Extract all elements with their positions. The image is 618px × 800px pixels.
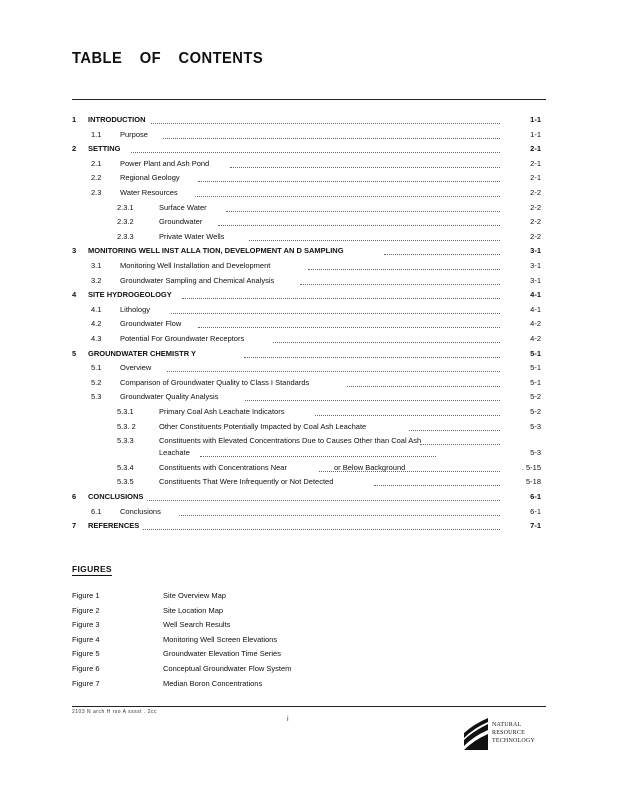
toc-number: 2.1: [91, 158, 102, 168]
toc-entry: [0, 490, 618, 504]
toc-leader: [167, 371, 500, 372]
toc-title: Other Constituents Potentially Impacted by Coal Ash Leachate: [159, 421, 367, 431]
toc-number: 3.1: [91, 261, 102, 270]
toc-page: 4-1: [530, 304, 541, 314]
footer-text: 2103 N arch H rso A sssst . 2cc: [72, 709, 157, 715]
figure-entry: [0, 647, 618, 661]
toc-title: Potential For Groundwater Receptors: [120, 334, 245, 343]
logo-line-1: NATURAL: [492, 722, 522, 728]
toc-title: Lithology: [120, 304, 151, 314]
toc-page: 4-1: [530, 290, 541, 300]
toc-title: SITE HYDROGEOLOGY: [88, 290, 172, 300]
toc-page: . 5-15: [521, 462, 541, 472]
toc-entry: [0, 505, 618, 519]
toc-page: 2-2: [530, 202, 541, 212]
toc-entry: [0, 244, 618, 258]
toc-entry: [0, 128, 618, 142]
toc-page: 5-18: [525, 477, 541, 487]
figure-label: Figure 6: [72, 664, 100, 673]
toc-entry-continued: [0, 446, 618, 460]
toc-entry: [0, 420, 618, 434]
toc-number: 7: [72, 521, 77, 531]
figures-heading: FIGURES: [72, 564, 112, 574]
toc-page: 5-1: [530, 348, 541, 358]
toc-number: 5.2: [91, 377, 102, 387]
toc-leader: [218, 225, 500, 226]
toc-title: Overview: [120, 363, 152, 373]
toc-leader: [374, 485, 500, 486]
figure-label: Figure 7: [72, 678, 100, 688]
toc-entry: [0, 303, 618, 317]
toc-number: 5.3.5: [117, 477, 134, 487]
logo-line-3: TECHNOLOGY: [492, 738, 535, 744]
figure-title: Median Boron Concentrations: [163, 678, 263, 688]
figure-title: Monitoring Well Screen Elevations: [163, 634, 278, 644]
toc-leader: [347, 386, 500, 387]
toc-page: 1-1: [530, 115, 541, 124]
toc-entry: [0, 332, 618, 346]
toc-number: 5.1: [91, 363, 102, 373]
toc-number: 3: [72, 246, 77, 256]
toc-title: Private Water Wells: [159, 231, 225, 241]
figure-entry: [0, 589, 618, 603]
toc-title-extra: or Below Background: [334, 462, 406, 472]
toc-page: 6-1: [530, 492, 541, 501]
toc-number: 2.3.1: [117, 202, 134, 212]
toc-page: 5-2: [530, 407, 541, 416]
toc-number: 4.1: [91, 304, 102, 314]
toc-leader: [245, 400, 500, 401]
toc-number: 2.2: [91, 173, 102, 183]
toc-number: 4.2: [91, 319, 102, 329]
toc-title-line2: Leachate: [159, 448, 190, 458]
toc-entry: [0, 113, 618, 127]
toc-leader: [315, 415, 500, 416]
toc-number: 5.3.1: [117, 407, 134, 416]
toc-leader: [409, 430, 500, 431]
toc-number: 5.3.3: [117, 436, 134, 446]
toc-page: 2-2: [530, 231, 541, 241]
toc-entry: [0, 405, 618, 419]
toc-title: Constituents with Concentrations Near: [159, 462, 287, 472]
toc-leader: [273, 342, 501, 343]
toc-page: 4-2: [530, 334, 541, 343]
toc-number: 4: [72, 290, 77, 300]
toc-title: Primary Coal Ash Leachate Indicators: [159, 407, 285, 416]
toc-title: INTRODUCTION: [88, 115, 146, 124]
toc-page: 2-1: [530, 144, 541, 154]
toc-number: 5: [72, 348, 77, 358]
toc-entry: [0, 347, 618, 361]
toc-leader: [131, 152, 500, 153]
figure-title: Site Location Map: [163, 605, 224, 615]
toc-entry: [0, 171, 618, 185]
toc-title: Constituents with Elevated Concentrations Due to Causes Other than Coal Ash: [159, 436, 422, 446]
toc-entry: [0, 157, 618, 171]
toc-entry: [0, 215, 618, 229]
figure-entry: [0, 633, 618, 647]
toc-page: 2-2: [530, 188, 541, 197]
figure-entry: [0, 662, 618, 676]
toc-page: 3-1: [530, 261, 541, 270]
logo-text: [492, 721, 535, 745]
figure-title: Well Search Results: [163, 620, 231, 630]
toc-leader: [420, 444, 500, 445]
toc-leader: [300, 284, 500, 285]
figure-entry: [0, 677, 618, 691]
toc-leader: [195, 196, 501, 197]
toc-title: Power Plant and Ash Pond: [120, 158, 210, 168]
toc-title: Constituents That Were Infrequently or Not Detected: [159, 477, 334, 487]
toc-title: Water Resources: [120, 188, 178, 197]
toc-number: 5.3: [91, 392, 102, 402]
toc-entry: [0, 390, 618, 404]
toc-title: Surface Water: [159, 202, 207, 212]
toc-number: 4.3: [91, 334, 102, 343]
toc-number: 5.3. 2: [117, 421, 136, 431]
toc-page: 5-1: [530, 363, 541, 373]
figure-title: Groundwater Elevation Time Series: [163, 649, 281, 659]
toc-title: SETTING: [88, 144, 121, 154]
toc-page: 3-1: [530, 246, 541, 256]
toc-page: 3-1: [530, 275, 541, 285]
figure-label: Figure 4: [72, 634, 100, 644]
toc-entry: [0, 461, 618, 475]
figure-title: Conceptual Groundwater Flow System: [163, 664, 292, 673]
top-divider: [72, 99, 546, 100]
toc-page: 5-2: [530, 392, 541, 402]
toc-title: Groundwater Quality Analysis: [120, 392, 219, 402]
toc-entry: [0, 201, 618, 215]
toc-number: 1: [72, 115, 77, 124]
toc-leader: [308, 269, 500, 270]
toc-entry: [0, 361, 618, 375]
toc-page: 5-3: [530, 421, 541, 431]
toc-title: Monitoring Well Installation and Development: [120, 261, 271, 270]
toc-title: Comparison of Groundwater Quality to Class I Standards: [120, 377, 310, 387]
toc-page: 2-1: [530, 158, 541, 168]
toc-page: 7-1: [530, 521, 541, 531]
toc-leader: [171, 313, 500, 314]
figure-label: Figure 1: [72, 591, 100, 600]
toc-title: GROUNDWATER CHEMISTR Y: [88, 348, 197, 358]
toc-leader: [200, 456, 436, 457]
toc-entry: [0, 230, 618, 244]
toc-leader: [249, 240, 500, 241]
toc-number: 1.1: [91, 129, 102, 139]
toc-leader: [198, 327, 500, 328]
toc-entry: [0, 519, 618, 533]
toc-page: 5-1: [530, 377, 541, 387]
toc-page: 4-2: [530, 319, 541, 329]
toc-leader: [151, 123, 500, 124]
toc-title: Purpose: [120, 129, 148, 139]
bottom-divider: [72, 706, 546, 707]
figure-entry: [0, 604, 618, 618]
figure-entry: [0, 618, 618, 632]
toc-number: 6.1: [91, 506, 102, 516]
toc-page: 6-1: [530, 506, 541, 516]
page-number: i: [287, 716, 289, 723]
toc-leader: [384, 254, 500, 255]
toc-title: MONITORING WELL INST ALLA TION, DEVELOPMENT AN D SAMPLING: [88, 246, 344, 256]
toc-page: 1-1: [530, 129, 541, 139]
toc-entry: [0, 475, 618, 489]
toc-entry: [0, 142, 618, 156]
toc-leader: [244, 357, 500, 358]
page-title: TABLE OF CONTENTS: [72, 50, 264, 67]
toc-leader: [182, 298, 500, 299]
figure-label: Figure 2: [72, 605, 100, 615]
toc-title: Groundwater Sampling and Chemical Analysis: [120, 275, 275, 285]
toc-title: Conclusions: [120, 506, 161, 516]
toc-leader: [319, 471, 500, 472]
logo-line-2: RESOURCE: [492, 730, 525, 736]
toc-page: 5-3: [530, 448, 541, 458]
toc-page: 2-1: [530, 173, 541, 183]
toc-title: REFERENCES: [88, 521, 140, 531]
toc-entry: [0, 186, 618, 200]
toc-number: 2.3.2: [117, 217, 134, 227]
toc-page: 2-2: [530, 217, 541, 227]
toc-number: 2.3: [91, 188, 102, 197]
toc-leader: [230, 167, 500, 168]
toc-leader: [147, 500, 500, 501]
toc-title: CONCLUSIONS: [88, 492, 144, 501]
toc-title: Groundwater: [159, 217, 203, 227]
toc-title: Regional Geology: [120, 173, 180, 183]
toc-number: 2.3.3: [117, 231, 134, 241]
toc-leader: [226, 211, 500, 212]
toc-entry: [0, 376, 618, 390]
toc-number: 3.2: [91, 275, 102, 285]
toc-entry: [0, 317, 618, 331]
toc-title: Groundwater Flow: [120, 319, 182, 329]
figure-label: Figure 3: [72, 620, 100, 630]
toc-entry: [0, 274, 618, 288]
toc-number: 2: [72, 144, 77, 154]
figure-title: Site Overview Map: [163, 591, 226, 600]
toc-leader: [179, 515, 500, 516]
toc-leader: [163, 138, 500, 139]
toc-leader: [143, 529, 500, 530]
toc-entry: [0, 259, 618, 273]
toc-number: 5.3.4: [117, 462, 134, 472]
figure-label: Figure 5: [72, 649, 100, 659]
toc-leader: [198, 181, 500, 182]
toc-entry: [0, 288, 618, 302]
toc-number: 6: [72, 492, 77, 501]
